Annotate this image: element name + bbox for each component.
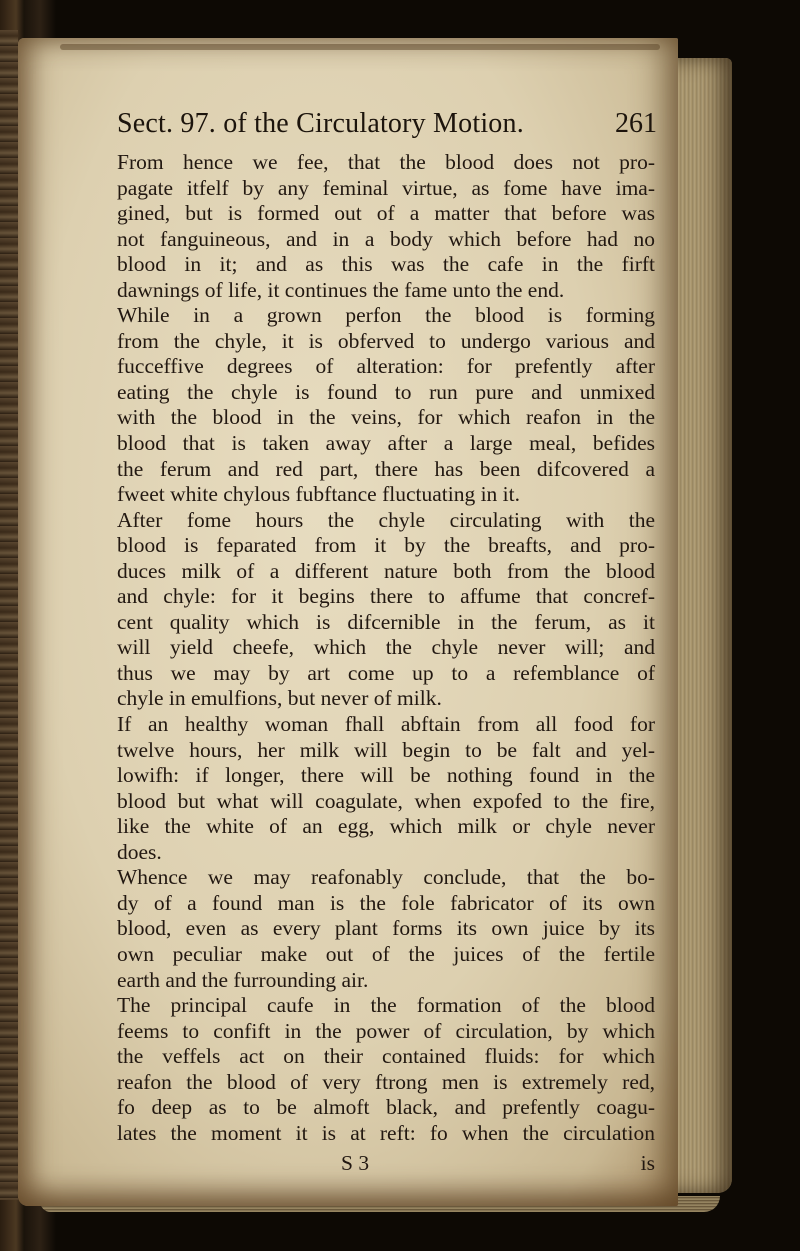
- text-line: reafon the blood of very ftrong men is extremely red,: [117, 1069, 655, 1094]
- text-line: own peculiar make out of the juices of the fertile: [117, 941, 655, 966]
- text-line: Whence we may reafonably conclude, that the bo-: [117, 865, 655, 890]
- catchword: is: [640, 1151, 655, 1175]
- text-line: pagate itfelf by any feminal virtue, as fome have ima-: [117, 175, 655, 200]
- text-line: From hence we fee, that the blood does not pro-: [117, 150, 655, 174]
- text-line: After fome hours the chyle circulating with the: [117, 507, 655, 532]
- page-footer: [117, 1148, 655, 1178]
- text-line: twelve hours, her milk will begin to be falt and yel-: [117, 737, 655, 762]
- text-line: blood is feparated from it by the breafts, and pro-: [117, 533, 655, 558]
- text-line: dy of a found man is the fole fabricator of its own: [117, 890, 655, 915]
- text-line: from the chyle, it is obferved to undergo various and: [117, 328, 655, 353]
- text-line: dawnings of life, it continues the fame unto the end.: [117, 277, 565, 302]
- text-line: will yield cheefe, which the chyle never will; and: [117, 635, 655, 660]
- text-line: If an healthy woman fhall abftain from all food for: [117, 712, 655, 737]
- text-line: thus we may by art come up to a refemblance of: [117, 660, 655, 685]
- text-line: lowifh: if longer, there will be nothing found in the: [117, 763, 655, 788]
- page-number: 261: [615, 108, 657, 139]
- running-head: Sect. 97. of the Circulatory Motion.: [117, 108, 524, 139]
- text-line: does.: [117, 839, 162, 864]
- text-line: blood that is taken away after a large meal, befides: [117, 431, 655, 456]
- text-line: gined, but is formed out of a matter that before was: [117, 201, 655, 226]
- text-line: lates the moment it is at reft: fo when the circulation: [117, 1120, 655, 1145]
- text-line: eating the chyle is found to run pure and unmixed: [117, 379, 655, 404]
- text-line: like the white of an egg, which milk or chyle never: [117, 814, 655, 839]
- text-line: blood but what will coagulate, when expofed to the fire,: [117, 788, 655, 813]
- text-line: with the blood in the veins, for which reafon in the: [117, 405, 655, 430]
- text-line: and chyle: for it begins there to affume that concref-: [117, 584, 655, 609]
- text-line: chyle in emulfions, but never of milk.: [117, 686, 442, 711]
- text-line: blood in it; and as this was the cafe in the firft: [117, 252, 655, 277]
- text-line: cent quality which is difcernible in the ferum, as it: [117, 609, 655, 634]
- text-line: blood, even as every plant forms its own juice by its: [117, 916, 655, 941]
- text-line: fucceffive degrees of alteration: for prefently after: [117, 354, 655, 379]
- text-line: the ferum and red part, there has been difcovered a: [117, 456, 655, 481]
- text-line: feems to confift in the power of circulation, by which: [117, 1018, 655, 1043]
- book-spine: [0, 30, 18, 1200]
- body-text: [117, 150, 655, 1146]
- text-line: fo deep as to be almoft black, and prefently coagu-: [117, 1095, 655, 1120]
- text-line: duces milk of a different nature both from the blood: [117, 558, 655, 583]
- signature-mark: S 3: [341, 1151, 370, 1175]
- text-line: not fanguineous, and in a body which before had no: [117, 226, 655, 251]
- text-line: The principal caufe in the formation of the blood: [117, 993, 655, 1018]
- page-header: [117, 100, 657, 148]
- text-line: the veffels act on their contained fluids: for which: [117, 1044, 655, 1069]
- text-line: earth and the furrounding air.: [117, 967, 369, 992]
- text-line: While in a grown perfon the blood is forming: [117, 303, 655, 328]
- page-top-edge: [60, 44, 660, 50]
- text-line: fweet white chylous fubftance fluctuating in it.: [117, 482, 520, 507]
